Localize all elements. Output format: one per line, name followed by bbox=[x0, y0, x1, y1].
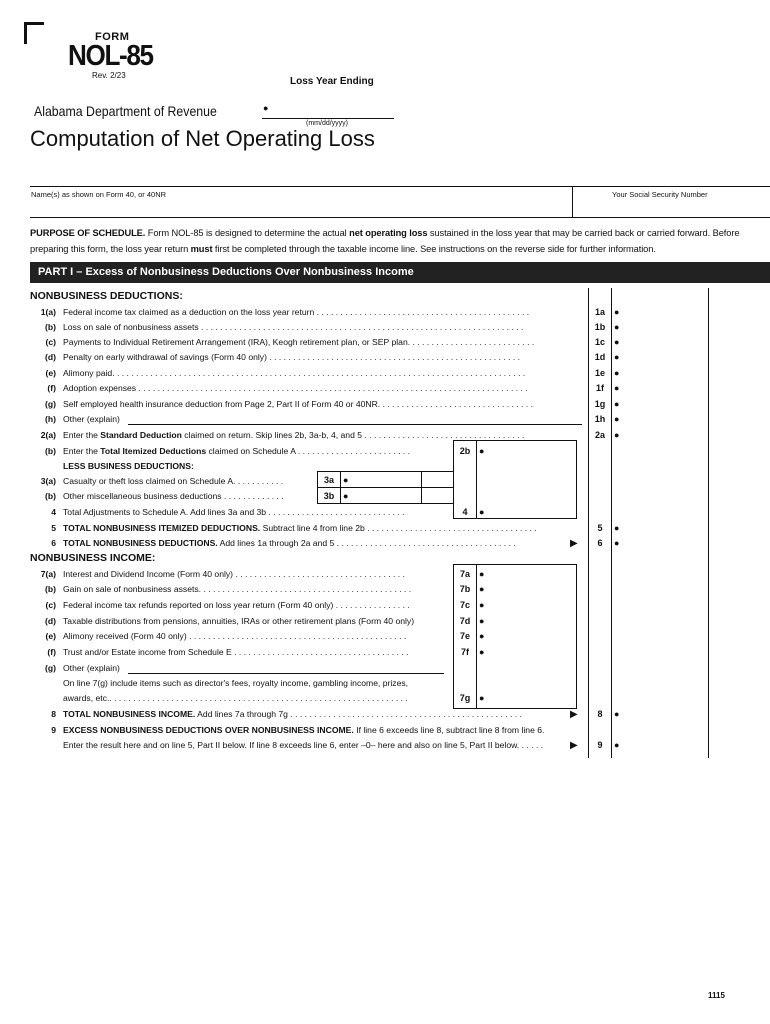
line-number: (b) bbox=[45, 491, 56, 501]
line-1b-text: Loss on sale of nonbusiness assets . . . . . . . . . . . . . . . . . . . . . . . . . . . . . . . . . . . . . . . . . . . . . . . . . . . . . . . . . . . . . . . . . . . . bbox=[63, 322, 524, 332]
amount-input-2b[interactable] bbox=[488, 443, 574, 458]
amount-input-9[interactable] bbox=[623, 737, 707, 752]
line-1g-text: Self employed health insurance deduction from Page 2, Part II of Form 40 or 40NR. . . . . . . . . . . . . . . . . . . . . . . . . . . . . . . . . bbox=[63, 399, 533, 409]
line-6-text bbox=[63, 536, 563, 551]
amount-input-7b[interactable] bbox=[488, 581, 574, 596]
amount-input-7d[interactable] bbox=[488, 613, 574, 628]
line-number: (g) bbox=[45, 399, 56, 409]
entry-bullet-icon: ● bbox=[343, 491, 349, 501]
entry-bullet-icon: ● bbox=[614, 322, 620, 332]
form-number: NOL-85 bbox=[68, 40, 153, 72]
amount-input-1b[interactable] bbox=[623, 319, 707, 334]
line-label-6: 6 bbox=[597, 538, 603, 548]
form-word: FORM bbox=[95, 31, 130, 43]
line-number: (c) bbox=[45, 337, 56, 347]
name-field-label: Name(s) as shown on Form 40, or 40NR bbox=[31, 190, 167, 199]
amount-input-1g[interactable] bbox=[623, 396, 707, 411]
line-7b-text: Gain on sale of nonbusiness assets. . . . . . . . . . . . . . . . . . . . . . . . . . . . . . . . . . . . . . . . . . . . . bbox=[63, 584, 412, 594]
line-2b-text bbox=[63, 444, 448, 459]
line-number: 8 bbox=[51, 709, 56, 719]
arrow-right-icon: ▶ bbox=[570, 538, 578, 549]
line-number: 6 bbox=[51, 538, 56, 548]
line-number: 2(a) bbox=[40, 430, 56, 440]
line-label-3a: 3a bbox=[323, 475, 334, 485]
nonbusiness-income-heading: NONBUSINESS INCOME: bbox=[30, 552, 156, 564]
line-1f-text: Adoption expenses . . . . . . . . . . . . . . . . . . . . . . . . . . . . . . . . . . . . . . . . . . . . . . . . . . . . . . . . . . . . . . . . . . . . . . . . . . . . . . . . . . bbox=[63, 383, 528, 393]
line-9-text-b: If line 6 exceeds line 8, subtract line 8 from line 6. bbox=[353, 725, 545, 735]
line-2a-text bbox=[63, 428, 583, 443]
other-explain-input-7g[interactable] bbox=[128, 661, 444, 674]
line-label-5: 5 bbox=[597, 523, 603, 533]
line-label-1e: 1e bbox=[594, 368, 605, 378]
entry-bullet-icon: ● bbox=[479, 647, 485, 657]
line-6-text-b: Add lines 1a through 2a and 5 . . . . . . . . . . . . . . . . . . . . . . . . . . . . . . . . . . . . . . bbox=[217, 538, 516, 548]
line-9-text-a: EXCESS NONBUSINESS DEDUCTIONS OVER NONBUSINESS INCOME. bbox=[63, 725, 354, 735]
line-label-1f: 1f bbox=[595, 383, 604, 393]
purpose-text-3: sustained in the loss year that may be carried back or carried forward. Before preparing this form, the loss year return bbox=[30, 228, 740, 254]
line-number: (e) bbox=[45, 631, 56, 641]
date-bullet-icon: ● bbox=[263, 103, 269, 113]
amount-input-3a[interactable] bbox=[352, 472, 420, 487]
entry-bullet-icon: ● bbox=[614, 368, 620, 378]
line-number: 4 bbox=[51, 507, 56, 517]
line-number: (b) bbox=[45, 322, 56, 332]
page-code: 1115 bbox=[708, 991, 725, 1000]
line-number: (f) bbox=[47, 647, 56, 657]
line-number: (g) bbox=[45, 663, 56, 673]
line-7e-text: Alimony received (Form 40 only) . . . . . . . . . . . . . . . . . . . . . . . . . . . . . . . . . . . . . . . . . . . . . . bbox=[63, 631, 407, 641]
amount-input-3b[interactable] bbox=[352, 488, 420, 503]
line-1e-text: Alimony paid. . . . . . . . . . . . . . . . . . . . . . . . . . . . . . . . . . . . . . . . . . . . . . . . . . . . . . . . . . . . . . . . . . . . . . . . . . . . . . . . . . . . . . . bbox=[63, 368, 526, 378]
arrow-right-icon: ▶ bbox=[570, 740, 578, 751]
entry-bullet-icon: ● bbox=[614, 337, 620, 347]
line-number: (d) bbox=[45, 616, 56, 626]
line-label-1c: 1c bbox=[594, 337, 605, 347]
amount-input-7g[interactable] bbox=[488, 690, 574, 705]
line-label-7b: 7b bbox=[459, 584, 471, 594]
entry-bullet-icon: ● bbox=[614, 523, 620, 533]
mid-amount-col-right-1 bbox=[576, 440, 577, 518]
purpose-text-1: Form NOL-85 is designed to determine the actual bbox=[145, 228, 350, 238]
amount-input-1e[interactable] bbox=[623, 365, 707, 380]
amount-input-1h[interactable] bbox=[623, 411, 707, 426]
line-7d-text: Taxable distributions from pensions, annuities, IRAs or other retirement plans (Form 40 only) bbox=[63, 616, 415, 626]
entry-bullet-icon: ● bbox=[614, 399, 620, 409]
loss-year-label: Loss Year Ending bbox=[290, 76, 374, 87]
entry-bullet-icon: ● bbox=[479, 584, 485, 594]
purpose-text-5: first be completed through the taxable income line. See instructions on the reverse side for further information. bbox=[212, 244, 656, 254]
nonbusiness-deductions-heading: NONBUSINESS DEDUCTIONS: bbox=[30, 290, 183, 302]
line-number: (e) bbox=[45, 368, 56, 378]
line-number: (f) bbox=[47, 383, 56, 393]
entry-bullet-icon: ● bbox=[479, 600, 485, 610]
purpose-paragraph bbox=[30, 225, 765, 257]
line-number: 3(a) bbox=[40, 476, 56, 486]
arrow-right-icon: ▶ bbox=[570, 709, 578, 720]
line-4-text: Total Adjustments to Schedule A. Add lines 3a and 3b . . . . . . . . . . . . . . . . . . . . . . . . . . . . . bbox=[63, 507, 405, 517]
revision: Rev. 2/23 bbox=[92, 71, 126, 80]
amount-input-6[interactable] bbox=[623, 535, 707, 550]
other-explain-input-1h[interactable] bbox=[128, 412, 582, 425]
amount-input-1d[interactable] bbox=[623, 349, 707, 364]
entry-bullet-icon: ● bbox=[479, 631, 485, 641]
line-label-7d: 7d bbox=[459, 616, 471, 626]
line-label-7g: 7g bbox=[459, 693, 471, 703]
line-2a-text-b: Standard Deduction bbox=[100, 430, 182, 440]
line-6-text-a: TOTAL NONBUSINESS DEDUCTIONS. bbox=[63, 538, 218, 548]
line-number: 1(a) bbox=[40, 307, 56, 317]
line-1c-text: Payments to Individual Retirement Arrangement (IRA), Keogh retirement plan, or SEP plan. . . . . . . . . . . . . . . . . . . . . . . . . . . bbox=[63, 337, 535, 347]
entry-bullet-icon: ● bbox=[479, 693, 485, 703]
amount-input-2a[interactable] bbox=[623, 427, 707, 442]
line-1d-text: Penalty on early withdrawal of savings (Form 40 only) . . . . . . . . . . . . . . . . . . . . . . . . . . . . . . . . . . . . . . . . . . . . . . . . . . . . . bbox=[63, 352, 521, 362]
amount-input-7f[interactable] bbox=[488, 644, 574, 659]
entry-bullet-icon: ● bbox=[479, 507, 485, 517]
line-label-8: 8 bbox=[597, 709, 603, 719]
line-2a-text-c: claimed on return. Skip lines 2b, 3a-b, 4, and 5 . . . . . . . . . . . . . . . . . . . . . . . . . . . . . . . . . . bbox=[181, 430, 525, 440]
entry-bullet-icon: ● bbox=[479, 569, 485, 579]
mid-label-col-right-1 bbox=[476, 440, 477, 518]
department-name: Alabama Department of Revenue bbox=[34, 103, 217, 119]
line-number: (c) bbox=[45, 600, 56, 610]
entry-bullet-icon: ● bbox=[479, 446, 485, 456]
page-title: Computation of Net Operating Loss bbox=[30, 126, 375, 151]
line-2b-text-a: Enter the bbox=[63, 446, 101, 456]
line-2b-text-b: Total Itemized Deductions bbox=[100, 446, 207, 456]
line-9-text-cont: Enter the result here and on line 5, Part II below. If line 8 exceeds line 6, enter –0– here and also on line 5, Part II below. . . . . . bbox=[63, 740, 544, 750]
line-label-1a: 1a bbox=[594, 307, 605, 317]
line-3b-text: Other miscellaneous business deductions . . . . . . . . . . . . . bbox=[63, 491, 284, 501]
date-format-hint: (mm/dd/yyyy) bbox=[306, 120, 348, 127]
amount-input-1a[interactable] bbox=[623, 304, 707, 319]
line-label-1h: 1h bbox=[594, 414, 606, 424]
line-8-text-a: TOTAL NONBUSINESS INCOME. bbox=[63, 709, 196, 719]
line-number: (d) bbox=[45, 352, 56, 362]
line-number: 5 bbox=[51, 523, 56, 533]
entry-bullet-icon: ● bbox=[614, 414, 620, 424]
line-number: (b) bbox=[45, 584, 56, 594]
line-number: 7(a) bbox=[40, 569, 56, 579]
amount-input-8[interactable] bbox=[623, 706, 707, 721]
line-5-text-a: TOTAL NONBUSINESS ITEMIZED DEDUCTIONS. bbox=[63, 523, 261, 533]
line-9-text bbox=[63, 723, 583, 738]
part1-header-bar: PART I – Excess of Nonbusiness Deductions Over Nonbusiness Income bbox=[30, 262, 770, 283]
entry-bullet-icon: ● bbox=[614, 430, 620, 440]
amount-input-1c[interactable] bbox=[623, 334, 707, 349]
line-label-3b: 3b bbox=[323, 491, 335, 501]
line-7c-text: Federal income tax refunds reported on loss year return (Form 40 only) . . . . . . . . . . . . . . . . bbox=[63, 600, 410, 610]
line-1h-text: Other (explain) bbox=[63, 414, 120, 424]
amount-input-7a[interactable] bbox=[488, 566, 574, 581]
line-label-7a: 7a bbox=[459, 569, 470, 579]
mid-label-col-right-2 bbox=[476, 564, 477, 708]
amount-input-4[interactable] bbox=[488, 504, 574, 518]
entry-bullet-icon: ● bbox=[614, 352, 620, 362]
line-5-text bbox=[63, 521, 583, 536]
entry-bullet-icon: ● bbox=[614, 740, 620, 750]
ssn-field-label: Your Social Security Number bbox=[612, 190, 708, 199]
line-label-7e: 7e bbox=[459, 631, 470, 641]
name-input[interactable] bbox=[30, 200, 570, 217]
entry-bullet-icon: ● bbox=[614, 383, 620, 393]
loss-year-date-input[interactable] bbox=[262, 104, 394, 119]
taxpayer-info-divider bbox=[572, 186, 573, 218]
line-7g-note: On line 7(g) include items such as director's fees, royalty income, gambling income, prizes, bbox=[63, 678, 409, 688]
purpose-text-2: net operating loss bbox=[349, 228, 428, 238]
line-3a-text: Casualty or theft loss claimed on Schedule A. . . . . . . . . . . bbox=[63, 476, 284, 486]
line-7g-note-cont: awards, etc.. . . . . . . . . . . . . . . . . . . . . . . . . . . . . . . . . . . . . . . . . . . . . . . . . . . . . . . . . . . . . . . bbox=[63, 693, 408, 703]
line-label-4: 4 bbox=[462, 507, 468, 517]
line-8-text-b: Add lines 7a through 7g . . . . . . . . . . . . . . . . . . . . . . . . . . . . . . . . . . . . . . . . . . . . . . . . . bbox=[195, 709, 522, 719]
mid-box-top-2 bbox=[453, 564, 577, 565]
entry-bullet-icon: ● bbox=[479, 616, 485, 626]
line-number: (h) bbox=[45, 414, 56, 424]
line-label-9: 9 bbox=[597, 740, 603, 750]
ssn-input[interactable] bbox=[574, 200, 770, 217]
label-column-right-border bbox=[611, 288, 612, 758]
line-label-7c: 7c bbox=[459, 600, 470, 610]
line-5-text-b: Subtract line 4 from line 2b . . . . . . . . . . . . . . . . . . . . . . . . . . . . . . . . . . . . bbox=[260, 523, 537, 533]
line-7a-text: Interest and Dividend Income (Form 40 only) . . . . . . . . . . . . . . . . . . . . . . . . . . . . . . . . . . . . bbox=[63, 569, 405, 579]
amount-input-7e[interactable] bbox=[488, 628, 574, 643]
entry-bullet-icon: ● bbox=[614, 709, 620, 719]
amount-column-divider bbox=[708, 288, 709, 758]
line-8-text bbox=[63, 707, 563, 722]
line-label-1b: 1b bbox=[594, 322, 606, 332]
line-2b-text-c: claimed on Schedule A . . . . . . . . . . . . . . . . . . . . . . . . bbox=[206, 446, 411, 456]
line-7f-text: Trust and/or Estate income from Schedule E . . . . . . . . . . . . . . . . . . . . . . . . . . . . . . . . . . . . . bbox=[63, 647, 409, 657]
purpose-text-4: must bbox=[190, 244, 213, 254]
line-label-2b: 2b bbox=[459, 446, 471, 456]
line-label-1d: 1d bbox=[594, 352, 606, 362]
entry-bullet-icon: ● bbox=[343, 475, 349, 485]
entry-bullet-icon: ● bbox=[614, 307, 620, 317]
less-business-heading: LESS BUSINESS DEDUCTIONS: bbox=[63, 461, 194, 471]
line-number: (b) bbox=[45, 446, 56, 456]
mid-amount-col-right-2 bbox=[576, 564, 577, 708]
purpose-lead: PURPOSE OF SCHEDULE. bbox=[30, 228, 146, 238]
line-2a-text-a: Enter the bbox=[63, 430, 101, 440]
line-label-2a: 2a bbox=[594, 430, 605, 440]
line-label-1g: 1g bbox=[594, 399, 606, 409]
line-1a-text: Federal income tax claimed as a deduction on the loss year return . . . . . . . . . . . . . . . . . . . . . . . . . . . . . . . . . . . . . . . . . . . . . bbox=[63, 307, 530, 317]
amount-input-7c[interactable] bbox=[488, 597, 574, 612]
entry-bullet-icon: ● bbox=[614, 538, 620, 548]
line-7g-text: Other (explain) bbox=[63, 663, 120, 673]
amount-input-5[interactable] bbox=[623, 520, 707, 535]
line-number: 9 bbox=[51, 725, 56, 735]
registration-corner-mark bbox=[24, 22, 44, 44]
amount-input-1f[interactable] bbox=[623, 380, 707, 395]
line-label-7f: 7f bbox=[460, 647, 469, 657]
